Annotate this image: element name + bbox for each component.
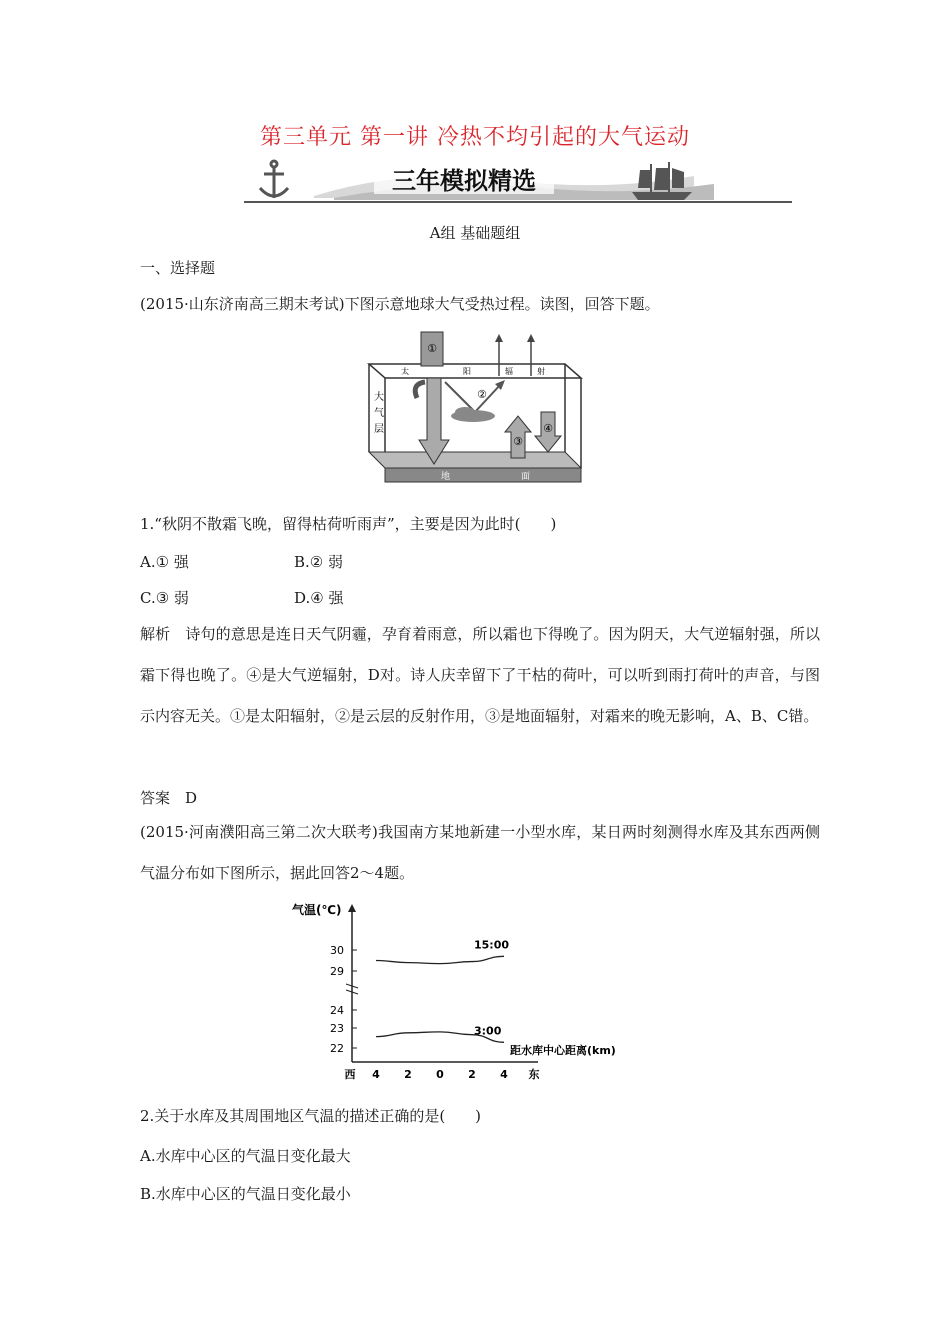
y-tick-label: 22 (330, 1042, 344, 1055)
ship-icon (632, 162, 692, 200)
answer-value: D (185, 789, 198, 807)
group-heading: A组 基础题组 (429, 224, 521, 242)
svg-text:太: 太 (401, 367, 409, 376)
svg-text:气: 气 (374, 408, 384, 419)
y-tick-label: 24 (330, 1004, 344, 1017)
q2-stem: 2.关于水库及其周围地区气温的描述正确的是( ) (140, 1107, 482, 1125)
q2-intro: (2015·河南濮阳高三第二次大联考)我国南方某地新建一小型水库，某日两时刻测得水库及其东西两侧气温分布如下图所示，据此回答2～4题。 (140, 823, 820, 882)
page-title: 第三单元 第一讲 冷热不均引起的大气运动 (260, 125, 690, 150)
analysis-label: 解析 (140, 625, 171, 643)
q2-option-b[interactable]: B.水库中心区的气温日变化最小 (140, 1185, 351, 1203)
q1-options-row1 (140, 552, 820, 572)
chart-xlabel: 距水库中心距离(km) (510, 1044, 616, 1057)
chart-ylabel: 气温(℃) (292, 903, 342, 917)
q1-option-b[interactable]: B.② 弱 (294, 553, 344, 571)
svg-text:④: ④ (543, 422, 553, 435)
x-tick-label: 2 (404, 1068, 412, 1081)
svg-text:层: 层 (374, 424, 384, 435)
x-tick-label: 0 (436, 1068, 444, 1081)
svg-text:大: 大 (374, 392, 384, 403)
q1-stem: 1.“秋阴不散霜飞晚，留得枯荷听雨声”，主要是因为此时( ) (140, 515, 557, 533)
x-tick-label: 东 (528, 1068, 540, 1081)
svg-text:阳: 阳 (463, 367, 471, 376)
series-line (376, 956, 504, 963)
svg-text:面: 面 (521, 472, 531, 482)
svg-text:②: ② (477, 388, 487, 401)
y-tick-label: 29 (330, 965, 344, 978)
y-tick-label: 30 (330, 944, 344, 957)
svg-text:①: ① (427, 342, 437, 355)
q1-answer: 答案 D (140, 789, 198, 807)
temperature-chart (290, 898, 650, 1082)
atmosphere-heating-diagram (365, 328, 587, 486)
x-tick-label: 4 (500, 1068, 508, 1081)
q1-option-a[interactable]: A.① 强 (140, 553, 189, 571)
svg-text:射: 射 (537, 367, 545, 376)
q1-options-row2 (140, 588, 820, 608)
banner-text: 三年模拟精选 (392, 167, 536, 195)
q1-analysis (140, 614, 820, 737)
x-tick-label: 4 (372, 1068, 380, 1081)
series-label: 3:00 (474, 1024, 502, 1038)
q1-intro: (2015·山东济南高三期末考试)下图示意地球大气受热过程。读图，回答下题。 (140, 295, 660, 313)
series-label: 15:00 (474, 938, 510, 952)
anchor-icon (260, 161, 288, 198)
question-type: 一、选择题 (140, 259, 216, 277)
svg-text:③: ③ (513, 435, 523, 448)
q2-option-a[interactable]: A.水库中心区的气温日变化最大 (140, 1147, 351, 1165)
x-tick-label: 西 (344, 1068, 356, 1081)
svg-text:地: 地 (441, 472, 451, 482)
x-tick-label: 2 (468, 1068, 476, 1081)
section-banner (244, 158, 792, 206)
analysis-text: 诗句的意思是连日天气阴霾，孕育着雨意，所以霜也下得晚了。因为阴天，大气逆辐射强，所以霜下得也晚了。④是大气逆辐射，D对。诗人庆幸留下了干枯的荷叶，可以听到雨打荷叶的声音，与图示内容无关。①是太阳辐射，②是云层的反射作用，③是地面辐射，对霜来的晚无影响，A、B、C错。 (140, 625, 820, 725)
q1-option-c[interactable]: C.③ 弱 (140, 589, 189, 607)
svg-text:辐: 辐 (505, 367, 513, 376)
q1-option-d[interactable]: D.④ 强 (294, 589, 344, 607)
y-tick-label: 23 (330, 1022, 344, 1035)
